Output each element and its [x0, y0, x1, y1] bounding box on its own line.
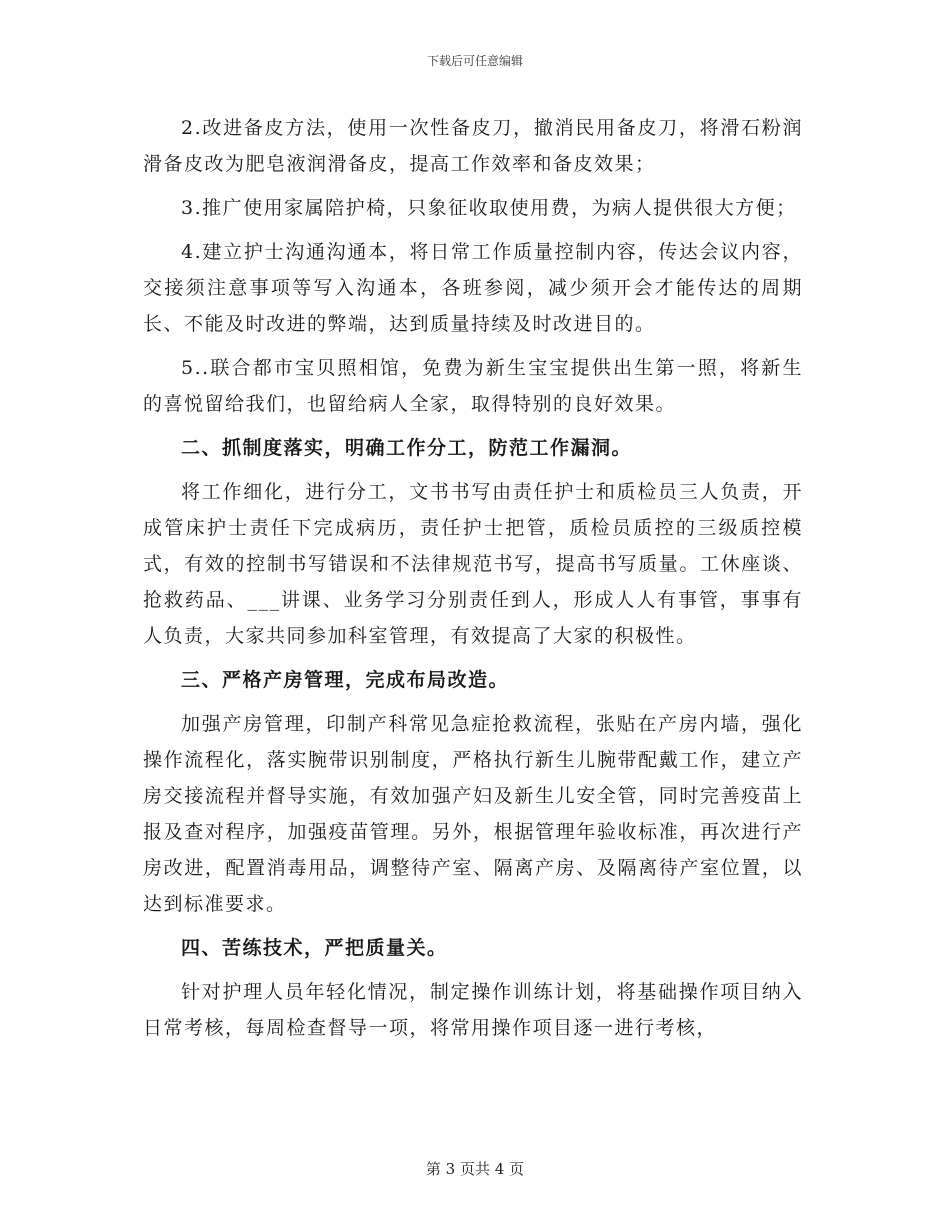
- paragraph-item-5: 5..联合都市宝贝照相馆，免费为新生宝宝提供出生第一照，将新生的喜悦留给我们，也留给病人全家，取得特别的良好效果。: [143, 357, 803, 415]
- paragraph-section-4: 针对护理人员年轻化情况，制定操作训练计划，将基础操作项目纳入日常考核，每周检查督导一项，将常用操作项目逐一进行考核，: [143, 981, 803, 1039]
- paragraph-item-2: 2.改进备皮方法，使用一次性备皮刀，撤消民用备皮刀，将滑石粉润滑备皮改为肥皂液润滑备皮，提高工作效率和备皮效果；: [143, 117, 803, 175]
- document-body: [143, 110, 803, 1054]
- section-heading-4: 四、苦练技术，严把质量关。: [181, 937, 448, 959]
- page-header: 下载后可任意编辑: [426, 54, 523, 68]
- section-heading-2: 二、抓制度落实，明确工作分工，防范工作漏洞。: [181, 437, 633, 459]
- section-heading-3: 三、严格产房管理，完成布局改造。: [181, 669, 510, 691]
- paragraph-section-2: 将工作细化，进行分工，文书书写由责任护士和质检员三人负责，开成管床护士责任下完成病历，责任护士把管，质检员质控的三级质控模式，有效的控制书写错误和不法律规范书写，提高书写质量。工休座谈、抢救药品、___讲课、业务学习分别责任到人，形成人人有事管，事事有人负责，大家共同参加科室管理，有效提高了大家的积极性。: [143, 481, 803, 647]
- paragraph-item-3: 3.推广使用家属陪护椅，只象征收取使用费，为病人提供很大方便；: [181, 197, 797, 219]
- paragraph-item-4: 4.建立护士沟通沟通本，将日常工作质量控制内容，传达会议内容，交接须注意事项等写入沟通本，各班参阅，减少须开会才能传达的周期长、不能及时改进的弊端，达到质量持续及时改进目的。: [143, 241, 803, 335]
- paragraph-section-3: 加强产房管理，印制产科常见急症抢救流程，张贴在产房内墙，强化操作流程化，落实腕带识别制度，严格执行新生儿腕带配戴工作，建立产房交接流程并督导实施，有效加强产妇及新生儿安全管，同时完善疫苗上报及查对程序，加强疫苗管理。另外，根据管理年验收标准，再次进行产房改进，配置消毒用品，调整待产室、隔离产房、及隔离待产室位置，以达到标准要求。: [143, 713, 803, 915]
- page-footer: 第 3 页共 4 页: [425, 1160, 525, 1178]
